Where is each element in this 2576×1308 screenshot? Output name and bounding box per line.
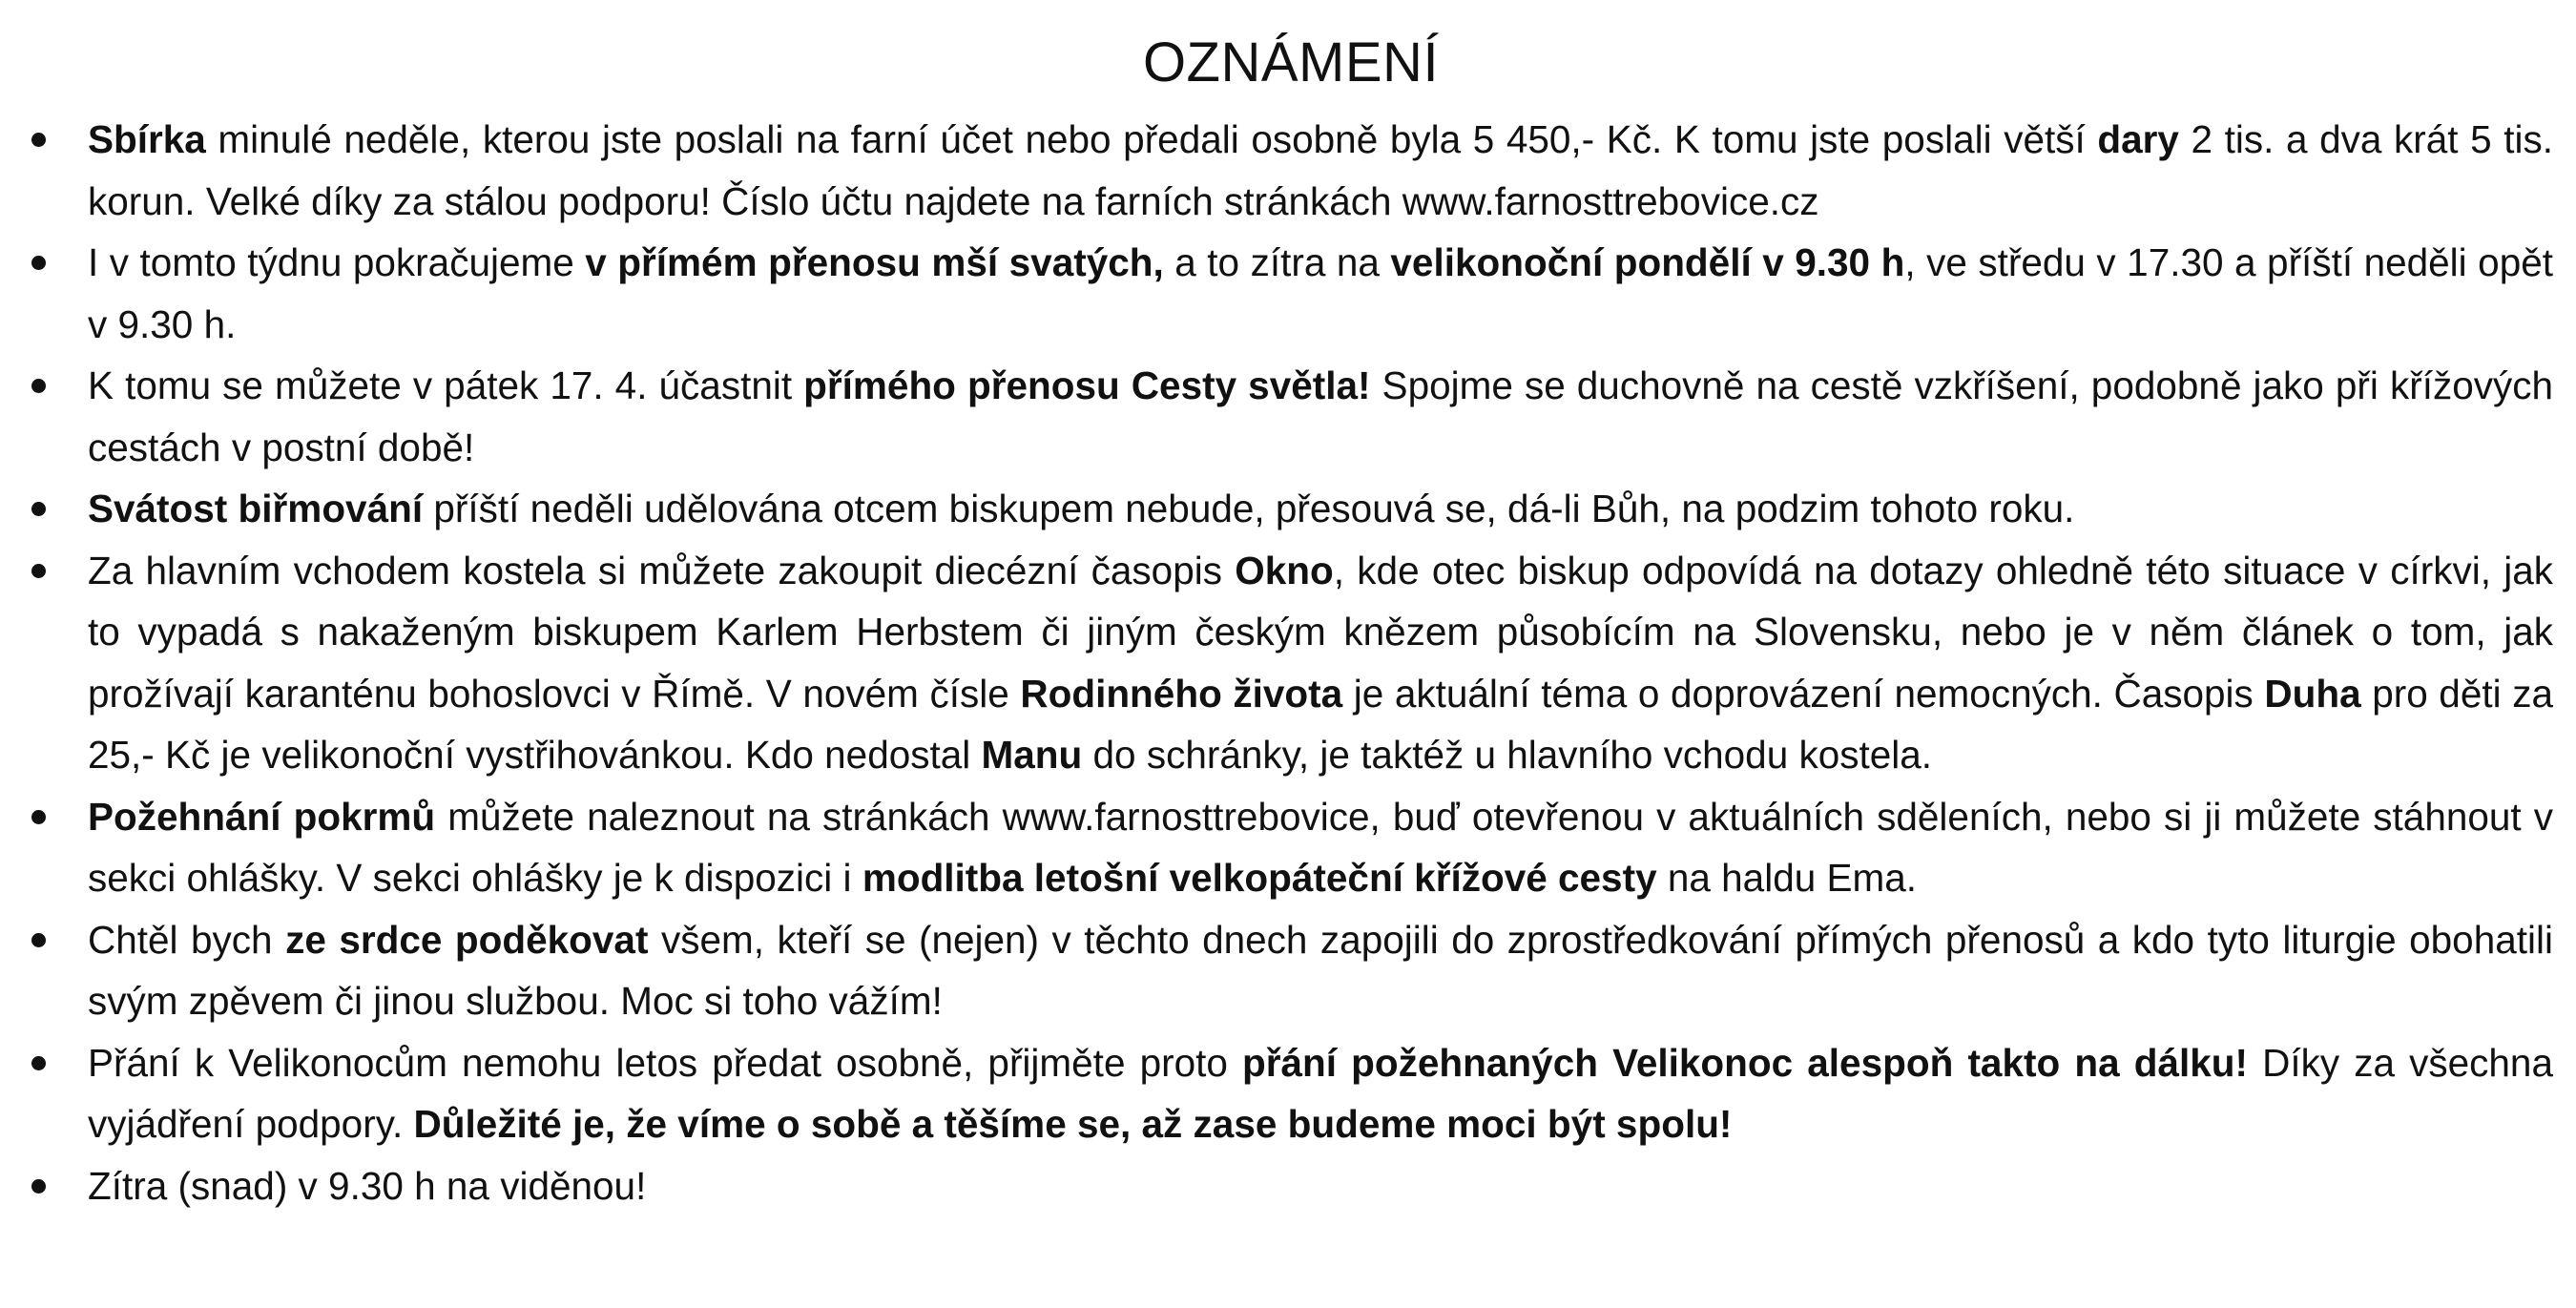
- item-text: Díky za všechna vyjádření podpory.: [88, 1040, 2553, 1146]
- bullet-icon: [31, 1179, 46, 1194]
- item-text: Chtěl bych: [88, 917, 286, 962]
- list-item: [29, 909, 2553, 1032]
- bold-text: v přímém přenosu mší svatých,: [585, 240, 1164, 284]
- item-text: , ve středu v 17.30 a příští neděli opět v 9.30 h.: [88, 240, 2553, 346]
- list-item: [29, 109, 2553, 232]
- list-item: [29, 1155, 2553, 1217]
- bold-text: Sbírka: [88, 117, 206, 161]
- item-text: příští neděli udělována otcem biskupem nebude, přesouvá se, dá-li Bůh, na podzim tohoto roku.: [423, 487, 2075, 530]
- bold-text: přání požehnaných Velikonoc alespoň takto na dálku!: [1242, 1040, 2248, 1085]
- list-item: [29, 478, 2553, 540]
- item-text: všem, kteří se (nejen) v těchto dnech zapojili do zprostředkování přímých přenosů a kdo tyto liturgie obohatili svým zpěvem či jinou službou. Moc si toho vážím!: [88, 917, 2553, 1023]
- list-item: [29, 786, 2553, 909]
- item-text: můžete naleznout na stránkách www.farnosttrebovice, buď otevřenou v aktuálních sděleních, nebo si ji můžete stáhnout v sekci ohlášky. V sekci ohlášky je k dispozici i: [88, 794, 2553, 900]
- bullet-icon: [31, 379, 46, 393]
- bullet-icon: [31, 256, 46, 270]
- item-text: K tomu se můžete v pátek 17. 4. účastnit: [88, 363, 804, 407]
- list-item: [29, 540, 2553, 786]
- bold-text: modlitba letošní velkopáteční křížové cesty: [862, 856, 1657, 900]
- bold-text: Manu: [981, 733, 1083, 777]
- announcement-list: [29, 109, 2553, 1216]
- page-title: OZNÁMENÍ: [1142, 31, 1440, 93]
- item-text: do schránky, je taktéž u hlavního vchodu kostela.: [1082, 733, 1933, 777]
- bullet-icon: [31, 133, 46, 147]
- item-text: je aktuální téma o doprovázení nemocných. Časopis: [1342, 671, 2265, 716]
- bullet-icon: [31, 933, 46, 947]
- bullet-icon: [31, 810, 46, 824]
- list-item: [29, 355, 2553, 478]
- item-text: a to zítra na: [1163, 240, 1391, 284]
- item-text: Zítra (snad) v 9.30 h na viděnou!: [88, 1163, 647, 1208]
- item-text: minulé neděle, kterou jste poslali na farní účet nebo předali osobně byla 5 450,- Kč. K tomu jste poslali větší: [205, 117, 2098, 161]
- item-text: pro děti za 25,- Kč je velikonoční vystřihovánkou. Kdo nedostal: [88, 671, 2553, 777]
- item-text: 2 tis. a dva krát 5 tis. korun. Velké díky za stálou podporu! Číslo účtu najdete na farních stránkách www.farnosttrebovice.cz: [88, 117, 2554, 223]
- bold-text: Duha: [2264, 671, 2361, 716]
- item-text: Spojme se duchovně na cestě vzkříšení, podobně jako při křížových cestách v postní době!: [88, 363, 2553, 469]
- bullet-icon: [31, 564, 46, 578]
- item-text: Za hlavním vchodem kostela si můžete zakoupit diecézní časopis: [88, 548, 1236, 592]
- bullet-icon: [31, 1056, 46, 1070]
- item-text: , kde otec biskup odpovídá na dotazy ohledně této situace v církvi, jak to vypadá s nakaženým biskupem Karlem Herbstem či jiným českým knězem působícím na Slovensku, nebo je v něm článek o tom, jak prožívají karanténu bohoslovci v Římě. V novém čísle: [88, 548, 2553, 716]
- bold-text: velikonoční pondělí v 9.30 h: [1390, 240, 1905, 284]
- bold-text: Požehnání pokrmů: [88, 794, 436, 839]
- bold-text: Rodinného života: [1020, 671, 1343, 716]
- bold-text: dary: [2097, 117, 2179, 161]
- list-item: [29, 1032, 2553, 1155]
- item-text: I v tomto týdnu pokračujeme: [88, 240, 586, 284]
- item-text: Přání k Velikonocům nemohu letos předat osobně, přijměte proto: [88, 1040, 1243, 1085]
- bold-text: Svátost biřmování: [88, 487, 424, 530]
- bold-text: Důležité je, že víme o sobě a těšíme se, až zase budeme moci být spolu!: [413, 1102, 1733, 1146]
- bold-text: přímého přenosu Cesty světla!: [803, 363, 1371, 407]
- list-item: [29, 232, 2553, 355]
- item-text: na haldu Ema.: [1656, 856, 1918, 900]
- bold-text: ze srdce poděkovat: [285, 917, 649, 962]
- bold-text: Okno: [1235, 548, 1334, 592]
- bullet-icon: [31, 502, 46, 516]
